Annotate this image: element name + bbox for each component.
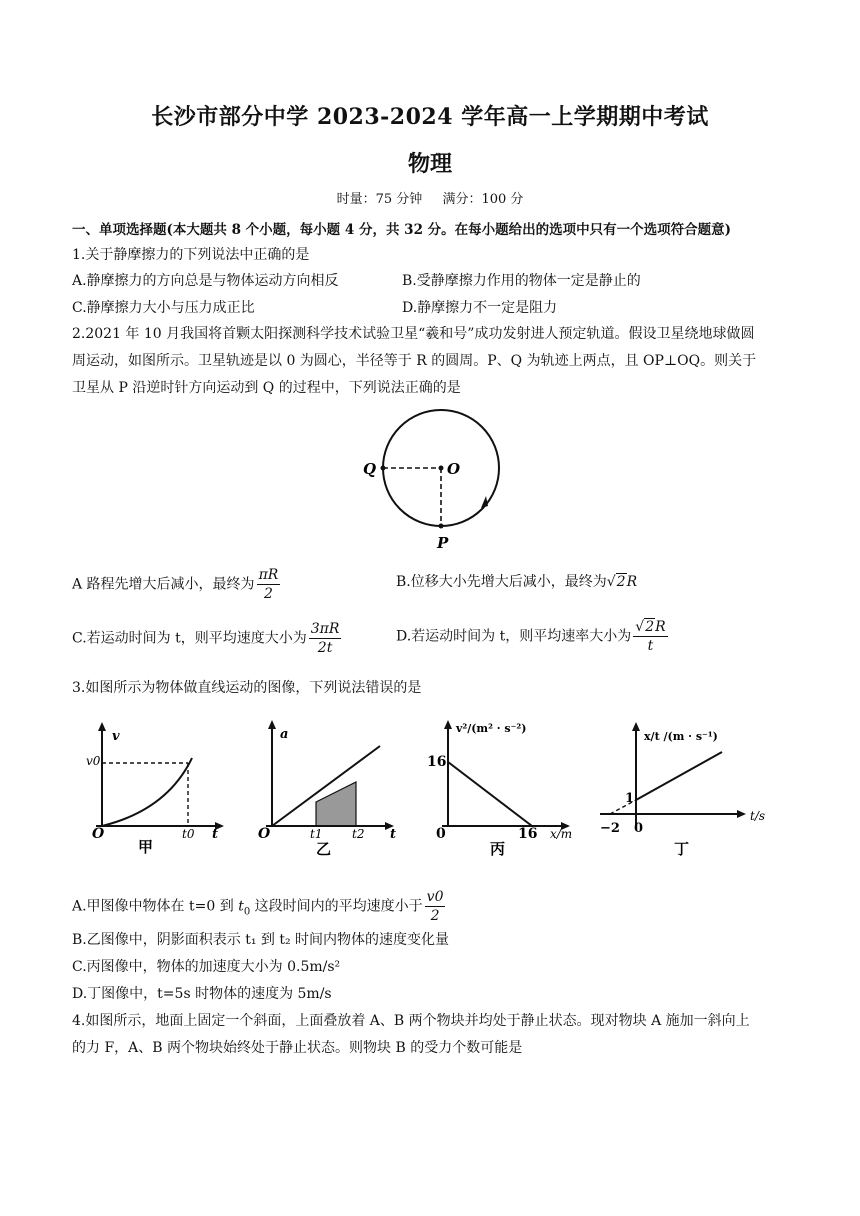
- q3-a-mid: 这段时间内的平均速度小于: [254, 898, 423, 915]
- q2-a-num: πR: [258, 567, 279, 583]
- q2-option-d: [396, 618, 670, 655]
- q4-stem-line1: 4.如图所示，地面上固定一个斜面，上面叠放着 A、B 两个物块并均处于静止状态。现对物块 A 施加一斜向上: [72, 1013, 750, 1029]
- label-o: O: [447, 460, 461, 478]
- q3-a-num: v0: [426, 889, 444, 905]
- jia-caption: 甲: [138, 838, 154, 856]
- direction-arrow-icon: [481, 496, 488, 508]
- q2-c-fraction: [309, 620, 342, 657]
- bing-x16: 16: [518, 826, 538, 842]
- q2-option-a: [72, 566, 282, 603]
- q2-d-radicand: 2: [645, 619, 655, 635]
- q2-a-text: A 路程先增大后减小，最终为: [72, 576, 255, 593]
- graph-bing: [427, 720, 572, 858]
- q2-b-radicand: 2: [616, 574, 626, 590]
- q3-a-text: A.甲图像中物体在 t=0 到: [72, 898, 234, 915]
- yi-t2-label: t2: [352, 827, 365, 841]
- q3-option-b: B.乙图像中，阴影面积表示 t₁ 到 t₂ 时间内物体的速度变化量: [72, 932, 450, 948]
- graph-jia: [86, 722, 224, 856]
- jia-origin: O: [92, 826, 105, 842]
- q2-c-num: 3πR: [310, 621, 340, 637]
- ding-origin: 0: [634, 821, 644, 836]
- yi-y-arrow-icon: [268, 720, 276, 729]
- bing-ylabel: v²/(m² · s⁻²): [456, 722, 527, 735]
- jia-ylabel: v: [112, 729, 120, 744]
- jia-curve: [102, 758, 192, 826]
- bing-origin: 0: [436, 826, 446, 842]
- graph-yi: [258, 720, 396, 858]
- ding-ylabel: x/t /(m · s⁻¹): [644, 730, 718, 743]
- bing-y16: 16: [427, 754, 447, 770]
- ding-xm2: −2: [600, 821, 620, 836]
- q4-stem-line2: 的力 F，A、B 两个物块始终处于静止状态。则物块 B 的受力个数可能是: [72, 1040, 523, 1056]
- yi-origin: O: [258, 826, 271, 842]
- jia-y-arrow-icon: [98, 722, 106, 731]
- yi-ylabel: a: [280, 727, 289, 742]
- jia-v0-label: v0: [86, 754, 101, 768]
- center-dot: [439, 466, 444, 471]
- ding-y-arrow-icon: [632, 722, 640, 731]
- q1-option-a: A.静摩擦力的方向总是与物体运动方向相反: [72, 273, 339, 289]
- q3-a-fraction: [425, 888, 446, 925]
- q1-option-d: D.静摩擦力不一定是阻力: [402, 300, 558, 316]
- q2-c-den: 2t: [317, 640, 333, 656]
- q2-orbit-figure: [355, 400, 515, 555]
- q3-a-t0: t: [238, 898, 244, 915]
- q2-stem-line1: 2.2021 年 10 月我国将首颗太阳探测科学技术试验卫星“羲和号”成功发射进人预定轨道。假设卫星绕地球做圆: [72, 326, 755, 342]
- q2-b-text: B.位移大小先增大后减小，最终为: [396, 574, 607, 590]
- q3-option-d: D.丁图像中，t=5s 时物体的速度为 5m/s: [72, 986, 332, 1002]
- q2-b-sqrt: √2: [606, 574, 626, 590]
- q2-d-text: D.若运动时间为 t，则平均速率大小为: [396, 628, 632, 645]
- full-score: 满分：100 分: [442, 192, 524, 207]
- yi-t1-label: t1: [310, 827, 323, 841]
- q1-stem: 1.关于静摩擦力的下列说法中正确的是: [72, 247, 310, 263]
- q2-option-b: [396, 571, 637, 591]
- q2-b-tail: R: [626, 574, 638, 590]
- q-dot: [381, 466, 386, 471]
- q2-stem-line2: 周运动，如图所示。卫星轨迹是以 0 为圆心，半径等于 R 的圆周。P、Q 为轨迹上两点，且 OP⊥OQ。则关于: [72, 353, 757, 369]
- q2-stem-line3: 卫星从 P 沿逆时针方向运动到 Q 的过程中，下列说法正确的是: [72, 380, 461, 396]
- yi-xlabel: t: [390, 827, 397, 842]
- q2-c-text: C.若运动时间为 t，则平均速度大小为: [72, 630, 307, 647]
- bing-xlabel: x/m: [550, 827, 573, 841]
- q2-d-den: t: [647, 638, 654, 654]
- q3-a-den: 2: [430, 908, 440, 924]
- q2-option-c: [72, 620, 343, 657]
- jia-t0-label: t0: [182, 827, 195, 841]
- bing-caption: 丙: [490, 840, 506, 858]
- ding-x-arrow-icon: [737, 810, 746, 818]
- q2-a-den: 2: [263, 586, 273, 602]
- label-p: P: [437, 534, 449, 552]
- ding-caption: 丁: [674, 840, 690, 858]
- q2-d-fraction: [633, 618, 667, 655]
- q3-option-c: C.丙图像中，物体的加速度大小为 0.5m/s²: [72, 959, 341, 975]
- bing-line: [448, 762, 532, 826]
- ding-y1: 1: [625, 791, 635, 806]
- jia-xlabel: t: [212, 827, 219, 842]
- ding-xlabel: t/s: [750, 809, 766, 823]
- exam-info: [0, 188, 860, 207]
- section-heading: 一、单项选择题(本大题共 8 个小题，每小题 4 分，共 32 分。在每小题给出的选项中只有一个选项符合题意): [72, 222, 732, 238]
- exam-title: 长沙市部分中学 2023-2024 学年高一上学期期中考试: [151, 104, 709, 130]
- yi-caption: 乙: [316, 840, 332, 858]
- q1-option-b: B.受静摩擦力作用的物体一定是静止的: [402, 273, 641, 289]
- subject-title: 物理: [407, 151, 452, 177]
- q2-d-num: √2R: [635, 619, 666, 635]
- time-limit: 时量：75 分钟: [336, 192, 423, 207]
- q3-option-a: A.甲图像中物体在 t=0 到 $t_0$ 这段时间内的平均速度小于 $\frac{v0}{2}$: [72, 889, 444, 924]
- p-dot: [439, 524, 444, 529]
- bing-y-arrow-icon: [444, 720, 452, 729]
- q2-d-num-tail: R: [655, 619, 666, 635]
- graph-ding: [600, 722, 765, 858]
- q3-graphs-figure: [72, 710, 782, 860]
- q3-stem: 3.如图所示为物体做直线运动的图像，下列说法错误的是: [72, 680, 422, 696]
- ding-line: [636, 752, 722, 800]
- q1-option-c: C.静摩擦力大小与压力成正比: [72, 300, 255, 316]
- label-q: Q: [363, 460, 377, 478]
- q2-a-fraction: [257, 566, 281, 603]
